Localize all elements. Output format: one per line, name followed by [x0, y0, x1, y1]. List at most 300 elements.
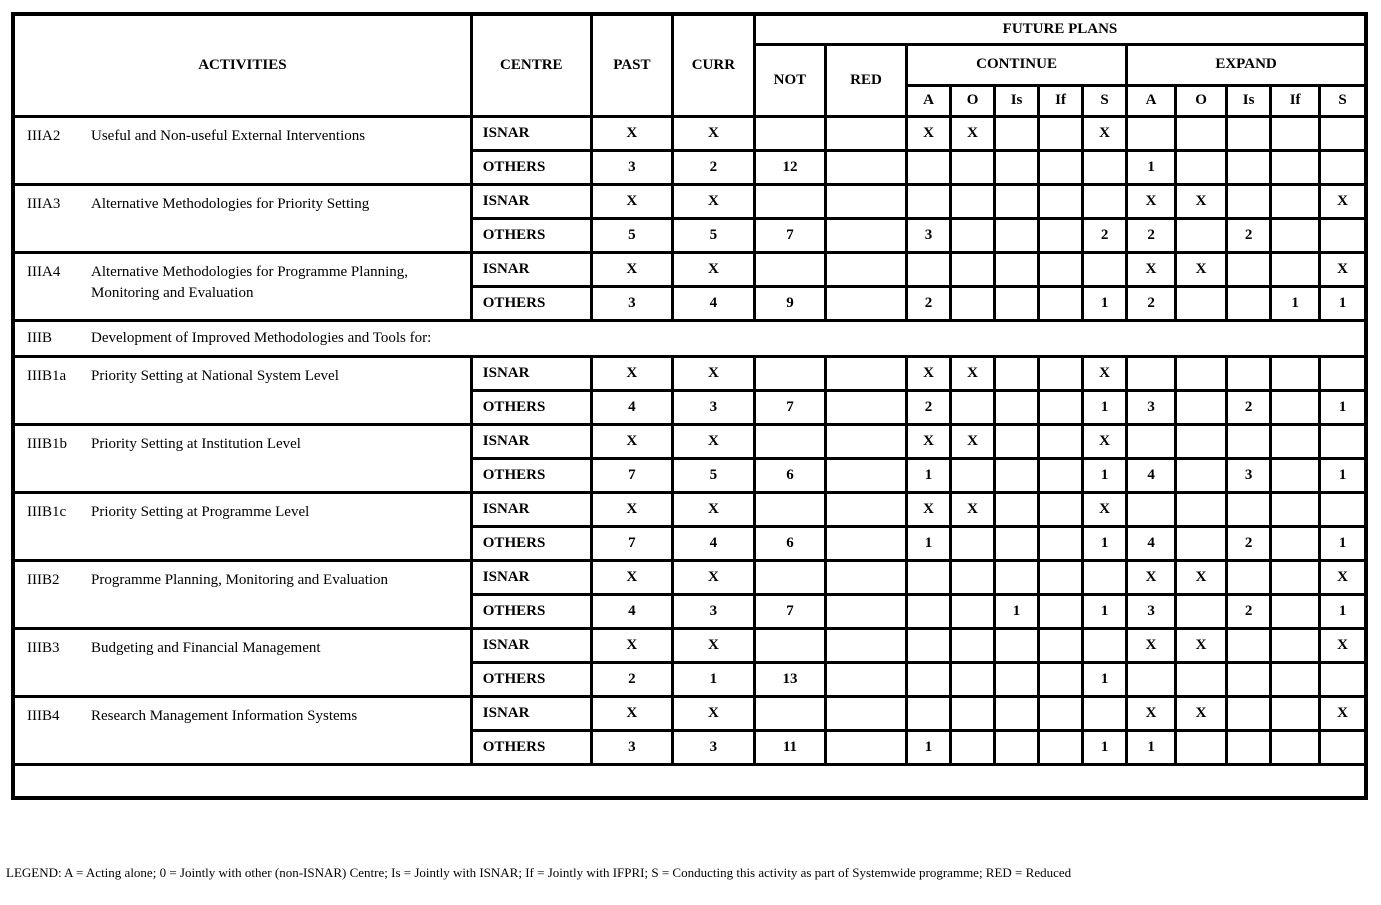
- table-row: [13, 252, 1366, 286]
- value-cell: [1320, 492, 1366, 526]
- value-cell: [995, 526, 1039, 560]
- activity-code: IIIB1b: [27, 435, 67, 452]
- centre-cell: OTHERS: [471, 730, 591, 764]
- value-cell: 4: [672, 286, 754, 320]
- value-cell: [907, 628, 951, 662]
- value-cell: 7: [754, 218, 825, 252]
- value-cell: [1271, 116, 1320, 150]
- value-cell: [825, 218, 906, 252]
- value-cell: [1227, 150, 1271, 184]
- value-cell: [1176, 390, 1227, 424]
- value-cell: [1039, 286, 1083, 320]
- value-cell: [1039, 150, 1083, 184]
- section-heading: [13, 320, 1366, 356]
- value-cell: 2: [1127, 218, 1176, 252]
- activity-cell: [13, 252, 471, 320]
- value-cell: 3: [591, 286, 672, 320]
- value-cell: [1039, 116, 1083, 150]
- value-cell: [1271, 218, 1320, 252]
- value-cell: [951, 526, 995, 560]
- value-cell: [825, 286, 906, 320]
- value-cell: [825, 184, 906, 218]
- legend: LEGEND: A = Acting alone; 0 = Jointly with other (non-ISNAR) Centre; Is = Jointly with ISNAR; If = Jointly with IFPRI; S = Conducting this activity as part of Systemwide programme; RED = Reduced: [6, 865, 1072, 880]
- activity-title: Programme Planning, Monitoring and Evaluation: [91, 571, 389, 588]
- value-cell: X: [951, 356, 995, 390]
- value-cell: [1227, 424, 1271, 458]
- value-cell: [1227, 628, 1271, 662]
- value-cell: 1: [1271, 286, 1320, 320]
- value-cell: [825, 662, 906, 696]
- value-cell: X: [1320, 184, 1366, 218]
- value-cell: [1320, 218, 1366, 252]
- activity-cell: [13, 628, 471, 696]
- centre-cell: ISNAR: [471, 696, 591, 730]
- header-not: NOT: [754, 44, 825, 116]
- value-cell: 11: [754, 730, 825, 764]
- table-row: [13, 424, 1366, 458]
- value-cell: [1127, 424, 1176, 458]
- value-cell: [1271, 150, 1320, 184]
- centre-cell: ISNAR: [471, 184, 591, 218]
- value-cell: [995, 628, 1039, 662]
- value-cell: [754, 356, 825, 390]
- value-cell: [825, 356, 906, 390]
- value-cell: 3: [672, 390, 754, 424]
- activity-code: IIIB4: [27, 707, 60, 724]
- value-cell: 4: [591, 390, 672, 424]
- centre-cell: OTHERS: [471, 526, 591, 560]
- header-expand-a: A: [1127, 85, 1176, 116]
- table-row: [13, 356, 1366, 390]
- centre-cell: ISNAR: [471, 252, 591, 286]
- value-cell: [1083, 560, 1127, 594]
- value-cell: [1271, 356, 1320, 390]
- header-expand-s: S: [1320, 85, 1366, 116]
- value-cell: [754, 628, 825, 662]
- value-cell: [1271, 424, 1320, 458]
- value-cell: X: [591, 628, 672, 662]
- value-cell: [1320, 662, 1366, 696]
- value-cell: 1: [1320, 458, 1366, 492]
- value-cell: [1320, 730, 1366, 764]
- value-cell: [995, 116, 1039, 150]
- centre-cell: OTHERS: [471, 150, 591, 184]
- header-activities: ACTIVITIES: [13, 14, 471, 116]
- value-cell: 3: [907, 218, 951, 252]
- value-cell: 2: [1227, 526, 1271, 560]
- value-cell: [825, 492, 906, 526]
- value-cell: 7: [754, 390, 825, 424]
- section-title: Development of Improved Methodologies and Tools for:: [91, 329, 432, 346]
- value-cell: X: [1127, 560, 1176, 594]
- value-cell: 5: [672, 458, 754, 492]
- value-cell: [1176, 594, 1227, 628]
- value-cell: 1: [907, 526, 951, 560]
- section-row: [13, 320, 1366, 356]
- value-cell: [825, 628, 906, 662]
- value-cell: [951, 252, 995, 286]
- centre-cell: ISNAR: [471, 116, 591, 150]
- value-cell: [1176, 150, 1227, 184]
- value-cell: X: [672, 116, 754, 150]
- value-cell: [951, 390, 995, 424]
- value-cell: X: [1320, 560, 1366, 594]
- value-cell: 3: [672, 594, 754, 628]
- value-cell: [1227, 560, 1271, 594]
- value-cell: [1271, 730, 1320, 764]
- value-cell: [951, 150, 995, 184]
- value-cell: [907, 560, 951, 594]
- value-cell: [995, 390, 1039, 424]
- value-cell: [1176, 730, 1227, 764]
- value-cell: 1: [672, 662, 754, 696]
- activity-cell: [13, 492, 471, 560]
- value-cell: X: [591, 424, 672, 458]
- value-cell: 13: [754, 662, 825, 696]
- header-continue: CONTINUE: [907, 44, 1127, 85]
- value-cell: X: [591, 356, 672, 390]
- value-cell: [1039, 424, 1083, 458]
- value-cell: [995, 424, 1039, 458]
- value-cell: [1227, 696, 1271, 730]
- value-cell: X: [1083, 424, 1127, 458]
- activity-code: IIIA3: [27, 195, 61, 212]
- value-cell: [1039, 252, 1083, 286]
- value-cell: X: [1083, 356, 1127, 390]
- value-cell: [1039, 662, 1083, 696]
- value-cell: [995, 218, 1039, 252]
- value-cell: [1039, 458, 1083, 492]
- value-cell: [1039, 594, 1083, 628]
- activity-cell: [13, 560, 471, 628]
- centre-cell: ISNAR: [471, 492, 591, 526]
- value-cell: [1083, 252, 1127, 286]
- value-cell: X: [1127, 696, 1176, 730]
- value-cell: X: [672, 628, 754, 662]
- value-cell: [754, 696, 825, 730]
- table-row: [13, 116, 1366, 150]
- centre-cell: OTHERS: [471, 390, 591, 424]
- value-cell: [1227, 286, 1271, 320]
- centre-cell: OTHERS: [471, 594, 591, 628]
- blank-cell: [13, 764, 1366, 798]
- value-cell: [1176, 356, 1227, 390]
- value-cell: [1176, 286, 1227, 320]
- value-cell: [1039, 390, 1083, 424]
- value-cell: X: [1176, 628, 1227, 662]
- section-code: IIIB: [27, 329, 52, 346]
- value-cell: X: [672, 696, 754, 730]
- value-cell: 1: [1083, 390, 1127, 424]
- value-cell: X: [1176, 560, 1227, 594]
- value-cell: [995, 458, 1039, 492]
- value-cell: X: [1127, 252, 1176, 286]
- value-cell: X: [907, 492, 951, 526]
- value-cell: X: [1320, 252, 1366, 286]
- header-expand-if: If: [1271, 85, 1320, 116]
- value-cell: X: [951, 116, 995, 150]
- value-cell: 3: [1227, 458, 1271, 492]
- value-cell: [1320, 116, 1366, 150]
- value-cell: X: [672, 184, 754, 218]
- value-cell: X: [951, 424, 995, 458]
- value-cell: [754, 424, 825, 458]
- value-cell: X: [591, 116, 672, 150]
- activity-cell: [13, 356, 471, 424]
- activity-cell: [13, 184, 471, 252]
- value-cell: 4: [1127, 458, 1176, 492]
- blank-row: [13, 764, 1366, 798]
- value-cell: X: [591, 252, 672, 286]
- value-cell: [1039, 696, 1083, 730]
- value-cell: [1227, 730, 1271, 764]
- value-cell: 1: [1320, 594, 1366, 628]
- value-cell: X: [672, 356, 754, 390]
- value-cell: [1271, 526, 1320, 560]
- value-cell: X: [672, 252, 754, 286]
- value-cell: [951, 730, 995, 764]
- activity-cell: [13, 424, 471, 492]
- value-cell: [995, 730, 1039, 764]
- activity-title: Alternative Methodologies for Priority Setting: [91, 195, 370, 212]
- value-cell: 6: [754, 458, 825, 492]
- value-cell: [951, 560, 995, 594]
- value-cell: [1176, 116, 1227, 150]
- value-cell: [907, 662, 951, 696]
- header-continue-a: A: [907, 85, 951, 116]
- value-cell: X: [1083, 116, 1127, 150]
- centre-cell: ISNAR: [471, 356, 591, 390]
- value-cell: [754, 184, 825, 218]
- activities-table: [11, 12, 1368, 800]
- value-cell: [825, 594, 906, 628]
- centre-cell: ISNAR: [471, 560, 591, 594]
- value-cell: [1271, 492, 1320, 526]
- value-cell: [825, 252, 906, 286]
- value-cell: X: [591, 560, 672, 594]
- value-cell: [1039, 628, 1083, 662]
- value-cell: [1227, 492, 1271, 526]
- value-cell: [1039, 184, 1083, 218]
- value-cell: 5: [591, 218, 672, 252]
- header-continue-s: S: [1083, 85, 1127, 116]
- value-cell: [1083, 696, 1127, 730]
- value-cell: [951, 184, 995, 218]
- value-cell: [1271, 594, 1320, 628]
- header-continue-o: O: [951, 85, 995, 116]
- value-cell: [825, 730, 906, 764]
- value-cell: [995, 356, 1039, 390]
- value-cell: 1: [1083, 594, 1127, 628]
- value-cell: [1127, 492, 1176, 526]
- value-cell: 1: [1083, 526, 1127, 560]
- activity-title: Budgeting and Financial Management: [91, 639, 321, 656]
- value-cell: [1176, 424, 1227, 458]
- value-cell: X: [672, 492, 754, 526]
- value-cell: 12: [754, 150, 825, 184]
- value-cell: 1: [1320, 390, 1366, 424]
- value-cell: 2: [1227, 218, 1271, 252]
- value-cell: [825, 116, 906, 150]
- value-cell: 2: [907, 390, 951, 424]
- value-cell: [825, 560, 906, 594]
- value-cell: 7: [591, 458, 672, 492]
- value-cell: [951, 594, 995, 628]
- value-cell: 3: [591, 150, 672, 184]
- value-cell: X: [591, 184, 672, 218]
- value-cell: [754, 492, 825, 526]
- value-cell: 3: [1127, 594, 1176, 628]
- value-cell: [1127, 356, 1176, 390]
- value-cell: 6: [754, 526, 825, 560]
- value-cell: [1227, 116, 1271, 150]
- value-cell: [1083, 150, 1127, 184]
- value-cell: 3: [672, 730, 754, 764]
- value-cell: [1127, 116, 1176, 150]
- activity-cell: [13, 696, 471, 764]
- value-cell: 1: [1127, 150, 1176, 184]
- value-cell: [1227, 662, 1271, 696]
- value-cell: 1: [1083, 458, 1127, 492]
- value-cell: 4: [1127, 526, 1176, 560]
- value-cell: [1127, 662, 1176, 696]
- value-cell: X: [672, 560, 754, 594]
- activity-code: IIIB1c: [27, 503, 67, 520]
- value-cell: X: [907, 116, 951, 150]
- activity-code: IIIB1a: [27, 367, 67, 384]
- centre-cell: OTHERS: [471, 662, 591, 696]
- value-cell: [1083, 184, 1127, 218]
- value-cell: X: [1320, 628, 1366, 662]
- value-cell: [995, 560, 1039, 594]
- value-cell: [1176, 662, 1227, 696]
- value-cell: [995, 150, 1039, 184]
- value-cell: X: [907, 356, 951, 390]
- table-row: [13, 696, 1366, 730]
- table-row: [13, 560, 1366, 594]
- value-cell: [995, 184, 1039, 218]
- value-cell: 2: [1127, 286, 1176, 320]
- centre-cell: OTHERS: [471, 286, 591, 320]
- value-cell: [825, 696, 906, 730]
- value-cell: X: [907, 424, 951, 458]
- value-cell: [951, 286, 995, 320]
- value-cell: X: [1176, 696, 1227, 730]
- header-past: PAST: [591, 14, 672, 116]
- value-cell: [1039, 356, 1083, 390]
- value-cell: [1320, 356, 1366, 390]
- activity-title: Priority Setting at Programme Level: [91, 503, 310, 520]
- value-cell: X: [672, 424, 754, 458]
- value-cell: [995, 492, 1039, 526]
- value-cell: [951, 628, 995, 662]
- value-cell: 9: [754, 286, 825, 320]
- value-cell: [1271, 458, 1320, 492]
- value-cell: 2: [1083, 218, 1127, 252]
- header-red: RED: [825, 44, 906, 116]
- value-cell: [951, 662, 995, 696]
- value-cell: 7: [754, 594, 825, 628]
- value-cell: [825, 390, 906, 424]
- value-cell: [1227, 252, 1271, 286]
- value-cell: [825, 150, 906, 184]
- value-cell: 2: [591, 662, 672, 696]
- value-cell: [825, 526, 906, 560]
- value-cell: [1176, 526, 1227, 560]
- header-continue-if: If: [1039, 85, 1083, 116]
- value-cell: 1: [995, 594, 1039, 628]
- value-cell: 2: [1227, 390, 1271, 424]
- activity-cell: [13, 116, 471, 184]
- value-cell: 5: [672, 218, 754, 252]
- value-cell: [1320, 150, 1366, 184]
- value-cell: 1: [907, 458, 951, 492]
- header-curr: CURR: [672, 14, 754, 116]
- value-cell: X: [591, 696, 672, 730]
- value-cell: [1039, 730, 1083, 764]
- value-cell: 1: [1320, 286, 1366, 320]
- activity-code: IIIB2: [27, 571, 60, 588]
- centre-cell: OTHERS: [471, 458, 591, 492]
- value-cell: [995, 286, 1039, 320]
- centre-cell: OTHERS: [471, 218, 591, 252]
- value-cell: 2: [672, 150, 754, 184]
- activity-title: Priority Setting at Institution Level: [91, 435, 301, 452]
- value-cell: [907, 150, 951, 184]
- value-cell: [907, 594, 951, 628]
- value-cell: 1: [1083, 286, 1127, 320]
- value-cell: [995, 696, 1039, 730]
- activity-code: IIIA2: [27, 127, 61, 144]
- value-cell: 1: [1083, 730, 1127, 764]
- value-cell: [1271, 184, 1320, 218]
- value-cell: [825, 458, 906, 492]
- value-cell: 1: [907, 730, 951, 764]
- header-expand-is: Is: [1227, 85, 1271, 116]
- value-cell: [907, 252, 951, 286]
- value-cell: [1271, 390, 1320, 424]
- value-cell: X: [951, 492, 995, 526]
- value-cell: [1039, 218, 1083, 252]
- activity-code: IIIA4: [27, 263, 61, 280]
- value-cell: [754, 116, 825, 150]
- header-future-plans: FUTURE PLANS: [754, 14, 1366, 44]
- value-cell: [907, 184, 951, 218]
- value-cell: [754, 252, 825, 286]
- value-cell: X: [1176, 252, 1227, 286]
- table-row: [13, 492, 1366, 526]
- value-cell: X: [1176, 184, 1227, 218]
- value-cell: 2: [1227, 594, 1271, 628]
- value-cell: [951, 218, 995, 252]
- value-cell: [1083, 628, 1127, 662]
- value-cell: [995, 662, 1039, 696]
- value-cell: 3: [1127, 390, 1176, 424]
- header-expand-o: O: [1176, 85, 1227, 116]
- value-cell: [1176, 218, 1227, 252]
- value-cell: 3: [591, 730, 672, 764]
- value-cell: [754, 560, 825, 594]
- value-cell: X: [1127, 184, 1176, 218]
- table-row: [13, 184, 1366, 218]
- value-cell: [1271, 696, 1320, 730]
- value-cell: 4: [591, 594, 672, 628]
- value-cell: 1: [1320, 526, 1366, 560]
- value-cell: [907, 696, 951, 730]
- value-cell: [1271, 560, 1320, 594]
- value-cell: [1271, 252, 1320, 286]
- activity-title: Priority Setting at National System Level: [91, 367, 339, 384]
